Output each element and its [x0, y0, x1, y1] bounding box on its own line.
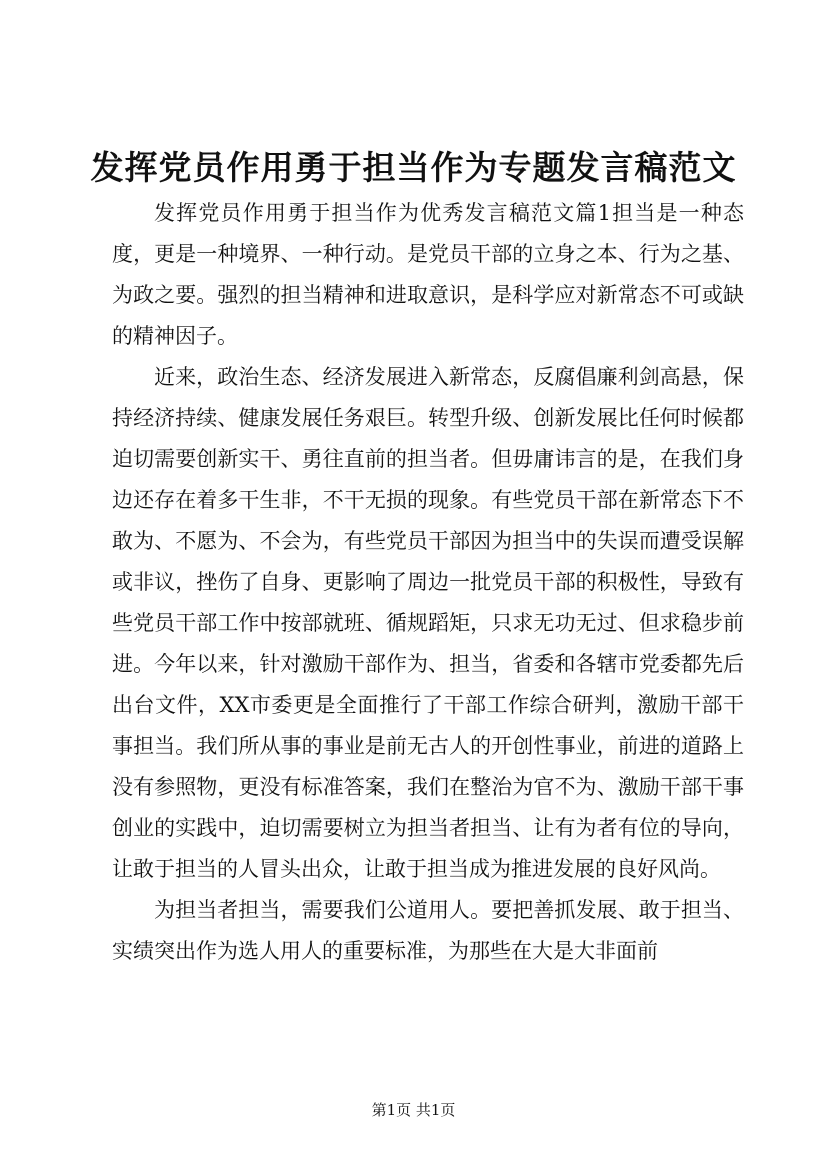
page-number-footer: 第1页 共1页	[371, 1101, 456, 1119]
paragraph-3: 为担当者担当，需要我们公道用人。要把善抓发展、敢于担当、实绩突出作为选人用人的重要标准，为那些在大是大非面前	[112, 898, 744, 963]
document-body	[112, 193, 744, 972]
paragraph-1: 发挥党员作用勇于担当作为优秀发言稿范文篇1担当是一种态度，更是一种境界、一种行动。是党员干部的立身之本、行为之基、为政之要。强烈的担当精神和进取意识，是科学应对新常态不可或缺的精神因子。	[112, 201, 744, 348]
document-title: 发挥党员作用勇于担当作为专题发言稿范文	[90, 148, 737, 187]
paragraph-2: 近来，政治生态、经济发展进入新常态，反腐倡廉利剑高悬，保持经济持续、健康发展任务艰巨。转型升级、创新发展比任何时候都迫切需要创新实干、勇往直前的担当者。但毋庸讳言的是，在我们身边还存在着多干生非，不干无损的现象。有些党员干部在新常态下不敢为、不愿为、不会为，有些党员干部因为担当中的失误而遭受误解或非议，挫伤了自身、更影响了周边一批党员干部的积极性，导致有些党员干部工作中按部就班、循规蹈矩，只求无功无过、但求稳步前进。今年以来，针对激励干部作为、担当，省委和各辖市党委都先后出台文件，XX市委更是全面推行了干部工作综合研判，激励干部干事担当。我们所从事的事业是前无古人的开创性事业，前进的道路上没有参照物，更没有标准答案，我们在整治为官不为、激励干部干事创业的实践中，迫切需要树立为担当者担当、让有为者有位的导向，让敢于担当的人冒头出众，让敢于担当成为推进发展的良好风尚。	[112, 365, 744, 881]
